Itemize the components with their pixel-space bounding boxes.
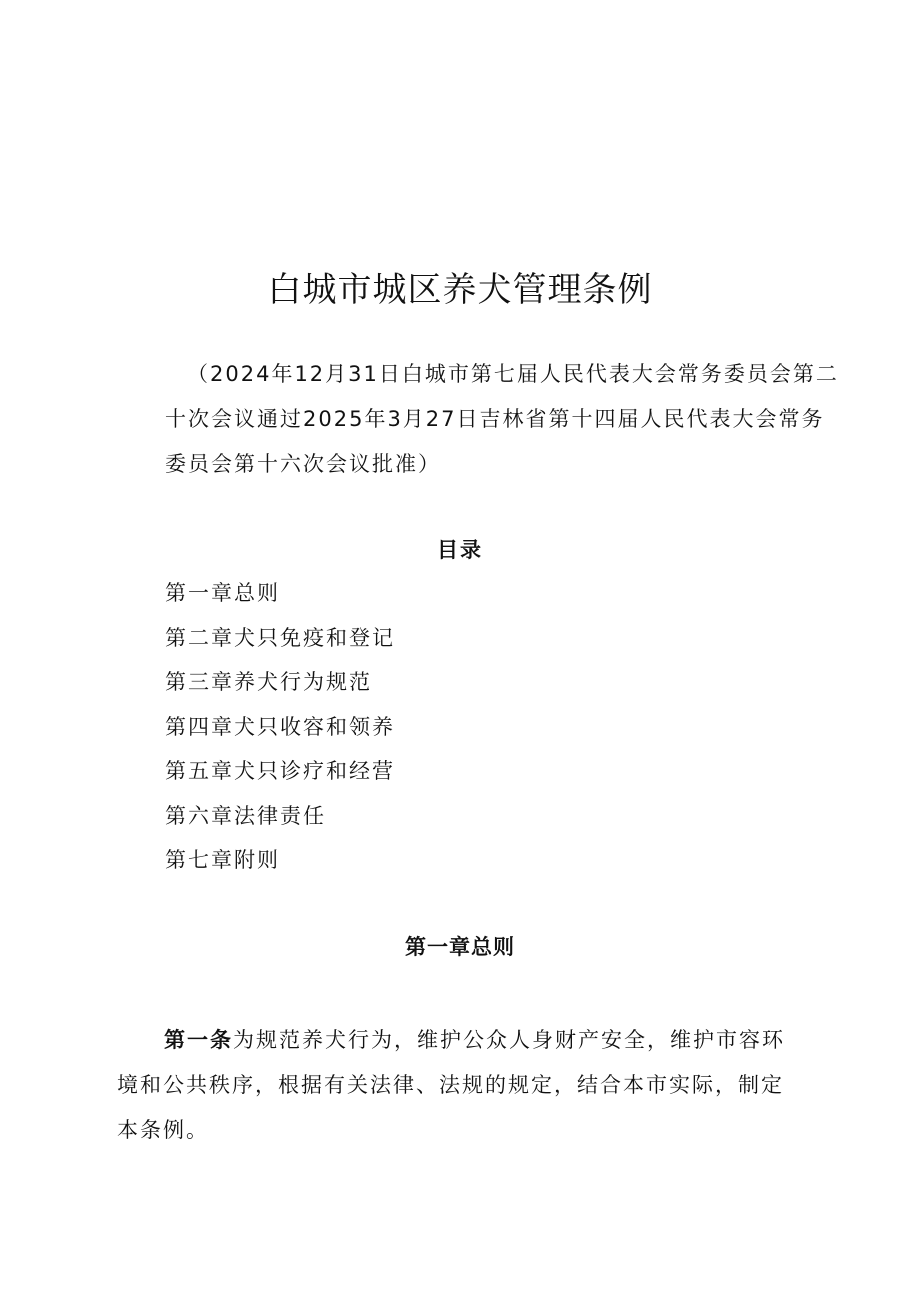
toc-item-chapter-1: 第一章总则: [165, 581, 280, 605]
adoption-note-line: （2024年12月31日白城市第七届人民代表大会常务委员会第二: [187, 362, 839, 386]
toc-item-chapter-3: 第三章养犬行为规范: [165, 670, 372, 694]
toc-item-chapter-5: 第五章犬只诊疗和经营: [165, 759, 395, 783]
toc-item-chapter-6: 第六章法律责任: [165, 803, 326, 828]
toc-item-chapter-7: 第七章附则: [165, 848, 280, 872]
article-one: [117, 1018, 797, 1153]
chapter-one-heading: 第一章总则: [405, 935, 515, 959]
adoption-note-line: 十次会议通过2025年3月27日吉林省第十四届人民代表大会常务: [165, 407, 825, 431]
adoption-note-line: 委员会第十六次会议批准）: [165, 452, 441, 476]
table-of-contents: [165, 575, 395, 887]
article-one-line: [164, 1018, 797, 1063]
toc-item-chapter-2: 第二章犬只免疫和登记: [165, 625, 395, 650]
toc-item-chapter-4: 第四章犬只收容和领养: [165, 714, 395, 739]
article-one-line: 本条例。: [117, 1118, 209, 1142]
article-one-text: 为规范养犬行为，维护公众人身财产安全，维护市容环: [233, 1028, 785, 1052]
article-one-line: 境和公共秩序，根据有关法律、法规的规定，结合本市实际，制定: [117, 1073, 784, 1097]
article-one-label: 第一条: [164, 1028, 233, 1052]
toc-heading: 目录: [437, 538, 483, 562]
document-title: 白城市城区养犬管理条例: [267, 270, 653, 310]
adoption-note: [165, 352, 839, 487]
